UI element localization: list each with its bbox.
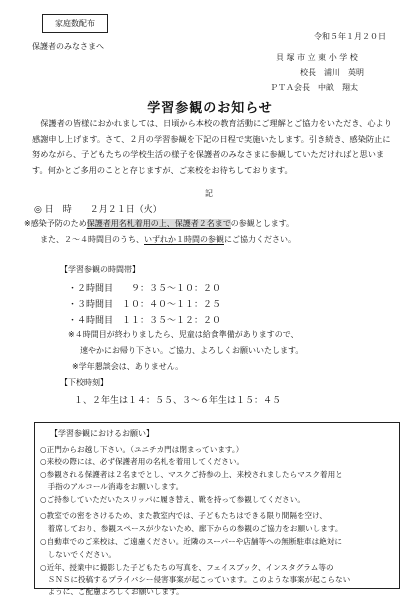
- notice-line-1: [24, 218, 294, 229]
- request-line: ○自動車でのご来校は、ご遠慮ください。近隣のスーパーや店舗等への無断駐車は絶対に: [40, 537, 343, 546]
- request-line: しないでください。: [40, 550, 116, 559]
- schedule-note-1a: ※４時間目が終わりましたら、児童は給食準備がありますので、: [68, 330, 299, 339]
- notice-1-prefix: ※感染予防のため: [24, 219, 87, 228]
- pta-chair-name: ＰＴＡ会長 中畝 翔太: [270, 83, 358, 92]
- request-line: ○教室での密をさけるため、また教室内では、子どもたちはできる限り間隔を空け、: [40, 511, 327, 520]
- schedule-heading: 【学習参観の時間帯】: [60, 265, 140, 274]
- event-date: ◎ 日 時 ２月２１日（火）: [34, 205, 162, 215]
- ki-marker: 記: [205, 189, 213, 198]
- dismissal-times: １、２年生は１４：５５、３～６年生は１５：４５: [74, 396, 282, 406]
- notice-1-suffix: の参観とします。: [230, 219, 295, 228]
- notice-1-emphasis: 保護者用名札着用の上、保護者２名まで: [86, 219, 231, 228]
- schedule-row-period-3: ・３時間目 １０：４０～１１：２５: [68, 300, 222, 310]
- notice-2-emphasis: いずれか１時間の参観: [144, 235, 224, 244]
- page-title: 学習参観のお知らせ: [147, 101, 273, 116]
- request-line: ように、ご配慮よろしくお願いします。: [40, 587, 184, 596]
- request-line: 手指のアルコール消毒をお願いします。: [40, 482, 184, 491]
- principal-name: 校長 浦川 英明: [300, 68, 364, 77]
- request-line: ○ご持参していただいたスリッパに履き替え、靴を持って参観してください。: [40, 495, 305, 504]
- addressee: 保護者のみなさまへ: [32, 42, 104, 51]
- request-line: ○近年、授業中に撮影した子どもたちの写真を、フェイスブック、インスタグラム等の: [40, 563, 334, 572]
- distribution-tag: 家庭数配布: [42, 14, 108, 33]
- intro-paragraph: 保護者の皆様におかれましては、日頃から本校の教育活動にご理解とご協力をいただき、心より感謝申し上げます。さて、２月の学習参観を下記の日程で実施いたします。引き続き、感染防止に努めながら、子どもたちの学校生活の様子を保護者のみなさまに参観していただければと思います。何かとご多用のことと存じますが、ご来校をお待ちしております。: [32, 118, 392, 175]
- request-line: ○来校の際には、必ず保護者用の名札を着用してください。: [40, 457, 245, 466]
- request-line: ○正門からお越し下さい。（ユニチカ門は閉まっています。）: [40, 445, 244, 454]
- request-line: ○参観される保護者は２名までとし、マスクご持参の上、来校されましたらマスク着用と: [40, 470, 343, 479]
- request-line: ＳＮＳに投稿するプライバシー侵害事案が起こっています。このような事案が起こらない: [40, 575, 351, 584]
- dismissal-heading: 【下校時刻】: [60, 378, 108, 387]
- notice-line-2: [40, 234, 296, 245]
- notice-2-prefix: また、２～４時間目のうち、: [40, 235, 144, 244]
- schedule-note-1b: 速やかにお帰り下さい。ご協力、よろしくお願いいたします。: [80, 346, 304, 355]
- schedule-row-period-4: ・４時間目 １１：３５～１２：２０: [68, 316, 222, 326]
- notice-2-suffix: にご協力ください。: [224, 235, 296, 244]
- schedule-note-2: ※学年懇談会は、ありません。: [72, 362, 184, 371]
- schedule-row-period-2: ・２時間目 ９：３５～１０：２０: [68, 284, 222, 294]
- school-name: 貝 塚 市 立 東 小 学 校: [276, 53, 358, 62]
- requests-heading: 【学習参観におけるお願い】: [50, 429, 154, 438]
- request-line: 着席しており、参観スペースが少ないため、廊下からの参観のご協力をお願いします。: [40, 524, 343, 533]
- issue-date: 令和５年１月２０日: [314, 32, 386, 41]
